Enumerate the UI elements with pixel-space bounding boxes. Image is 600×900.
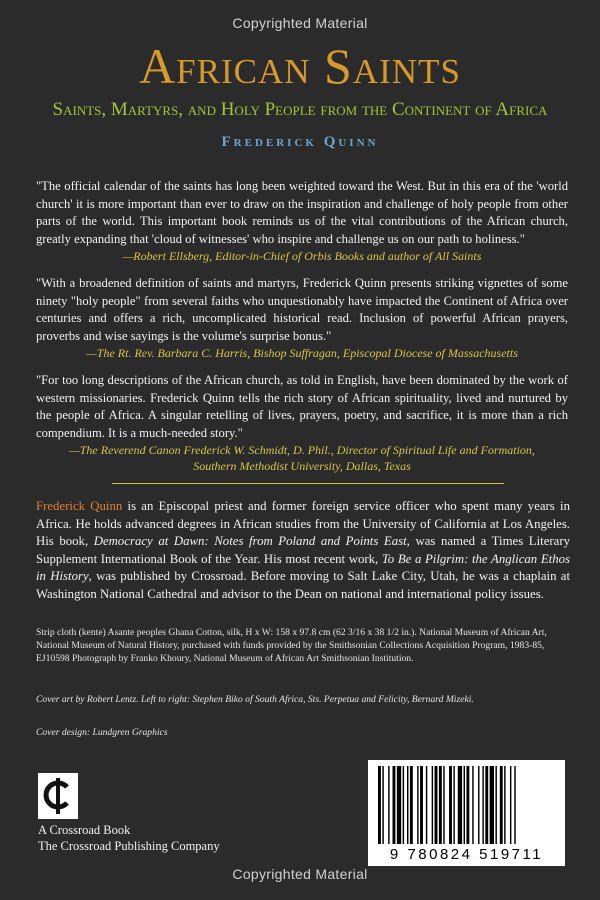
- bio-text: is an Episcopal priest and former foreign service officer who spent many years in Africa. He holds advanced degrees in African studies from the University of California at Los Angeles. His book,: [36, 499, 570, 548]
- barcode-bar: [439, 766, 442, 844]
- bio-text: , was published by Crossroad. Before moving to Salt Lake City, Utah, he was a chaplain at Washington National Cathedral and advisor to the Dean on national and international policy issues.: [36, 569, 571, 601]
- cover-design-credit: Cover design: Lundgren Graphics: [36, 727, 168, 738]
- endorsement-quote: [36, 372, 568, 474]
- barcode-bar: [458, 766, 462, 844]
- barcode-bar: [435, 766, 438, 844]
- barcode-bar: [504, 766, 505, 844]
- bio-book-title: To Be a Pilgrim: the Anglican Ethos in History: [36, 551, 570, 583]
- isbn-barcode: [368, 760, 565, 866]
- barcode-bar: [432, 766, 433, 844]
- publisher-name: The Crossroad Publishing Company: [38, 839, 220, 853]
- quote-text: "With a broadened definition of saints and martyrs, Frederick Quinn presents striking vignettes of some ninety "holy people" from several faiths who unquestionably have impacted the Continent of Africa over centuries and offers a rich, uncomplicated historical read. Inclusion of powerful African prayers, proverbs and wise sayings is the volume's surprise bonus.": [36, 276, 568, 343]
- book-subtitle: Saints, Martyrs, and Holy People from the Continent of Africa: [52, 99, 548, 120]
- barcode-bar: [478, 766, 479, 844]
- barcode-bar: [403, 766, 404, 844]
- barcode-bar: [485, 766, 488, 844]
- barcode-bar: [388, 766, 389, 844]
- bio-author-name: Frederick Quinn: [36, 499, 123, 513]
- book-title: African Saints: [139, 38, 461, 94]
- barcode-bar: [378, 766, 381, 844]
- barcode-bars: [374, 766, 559, 844]
- quote-attribution: —The Rt. Rev. Barbara C. Harris, Bishop Suffragan, Episcopal Diocese of Massachusetts: [86, 346, 518, 360]
- publisher-imprint: A Crossroad Book: [38, 823, 131, 837]
- crossroad-logo-icon: [38, 773, 78, 819]
- barcode-bar: [407, 766, 408, 844]
- isbn-number: 9 780824 519711: [389, 846, 544, 863]
- barcode-bar: [490, 766, 494, 844]
- barcode-bar: [500, 766, 503, 844]
- barcode-bar: [426, 766, 427, 844]
- barcode-bar: [382, 766, 383, 844]
- cover-art-credit: Cover art by Robert Lentz. Left to right: Stephen Biko of South Africa, Sts. Perpetua and Felicity, Bernard Mizeki.: [36, 694, 474, 705]
- barcode-bar: [453, 766, 454, 844]
- cover-cloth-credit: Strip cloth (kente) Asante peoples Ghana Cotton, silk, H x W: 158 x 97.8 cm (62 3/16 x 38 1/2 in.). National Museum of African Art, National Museum of Natural History, purchased with funds provided by the Smithsonian Collections Acquisition Program, 1983-85, EJ10598 Photograph by Franko Khoury, National Museum of African Art Smithsonian Institution.: [36, 627, 547, 664]
- endorsement-quote: [36, 178, 568, 264]
- barcode-bar: [410, 766, 413, 844]
- barcode-bar: [464, 766, 465, 844]
- barcode-bar: [420, 766, 423, 844]
- barcode-bar: [510, 766, 511, 844]
- barcode-bar: [393, 766, 396, 844]
- barcode-bar: [417, 766, 418, 844]
- barcode-bar: [466, 766, 469, 844]
- barcode-bar: [397, 766, 401, 844]
- watermark-top: Copyrighted Material: [232, 15, 368, 31]
- endorsement-quote: [36, 275, 568, 361]
- quote-text: "The official calendar of the saints has long been weighted toward the West. But in this era of the 'world church' it is more important than ever to draw on the inspiration and challenge of holy people from other parts of the world. This important book reminds us of the vital contributions of the African church, greatly expanding that 'cloud of witnesses' who inspire and challenge us on our path to holiness.": [36, 179, 568, 246]
- quote-attribution: —The Reverend Canon Frederick W. Schmidt, D. Phil., Director of Spiritual Life and Formation,: [69, 443, 535, 457]
- quote-text: "For too long descriptions of the African church, as told in English, have been dominated by the work of western missionaries. Frederick Quinn tells the rich story of African spirituality, lived and nurtured by the people of Africa. A singular retelling of lives, prayers, poetry, and sacrifice, it is more than a rich compendium. It is a much-needed story.": [36, 373, 568, 440]
- quote-attribution-line2: Southern Methodist University, Dallas, Texas: [193, 459, 411, 473]
- author-bio: [36, 498, 570, 603]
- barcode-bar: [443, 766, 444, 844]
- barcode-bar: [482, 766, 483, 844]
- barcode-bar: [472, 766, 473, 844]
- barcode-bar: [449, 766, 452, 844]
- bio-text: , was named a Times Literary Supplement International Book of the Year. His most recent work,: [36, 534, 570, 566]
- section-divider: [112, 483, 504, 484]
- watermark-bottom: Copyrighted Material: [232, 866, 368, 882]
- book-author: Frederick Quinn: [221, 134, 379, 150]
- bio-book-title: Democracy at Dawn: Notes from Poland and Points East: [93, 534, 407, 548]
- barcode-bar: [495, 766, 496, 844]
- quote-attribution: —Robert Ellsberg, Editor-in-Chief of Orbis Books and author of All Saints: [122, 249, 482, 263]
- barcode-bar: [514, 766, 515, 844]
